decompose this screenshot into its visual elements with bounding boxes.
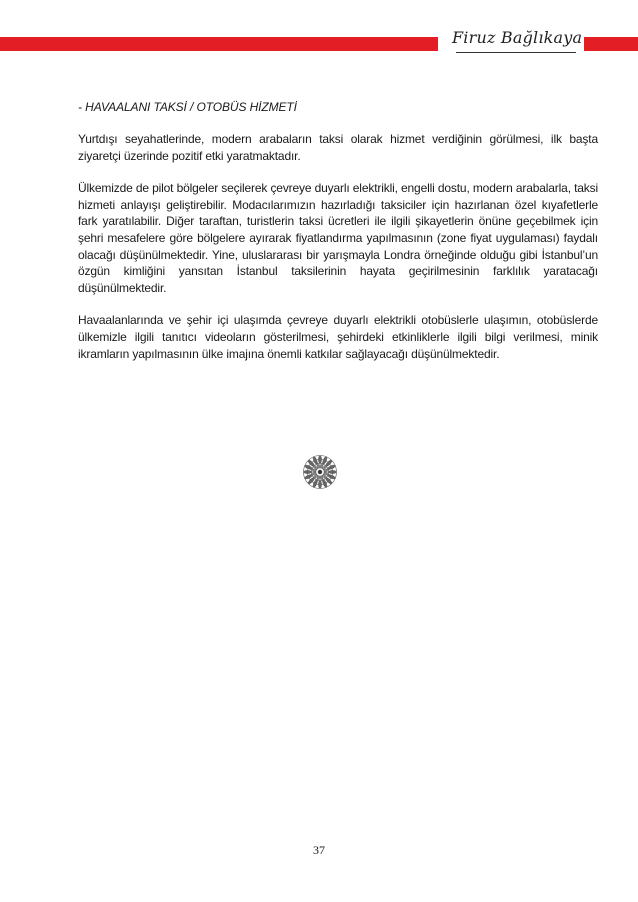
signature-underline [456,52,576,53]
ornament-petal [318,481,321,489]
page-number: 37 [313,843,325,857]
paragraph-3: Havaalanlarında ve şehir içi ulaşımda çevreye duyarlı elektrikli otobüslerle ulaşımın, otobüslerde ülkemizle ilgili tanıtıcı videoların gösterilmesi, şehirdeki etkinliklerle ilgili bilgi verilmesi, minik ikramların yapılmasının ülke imajına önemli katkılar sağlayacağı düşünülmektedir. [78,313,598,361]
ornament-petal [329,470,337,473]
ornament-petal [318,456,321,464]
signature-text: Firuz Bağlıkaya [452,28,583,47]
ornament-petal [304,470,312,473]
page-content [78,99,598,378]
paragraph-1: Yurtdışı seyahatlerinde, modern arabaların taksi olarak hizmet verdiğinin görülmesi, ilk başta ziyaretçi üzerinde pozitif etki yaratmaktadır. [78,132,598,163]
header-red-bar-left [0,37,438,51]
mandala-ornament-icon [302,454,338,490]
paragraph-2: Ülkemizde de pilot bölgeler seçilerek çevreye duyarlı elektrikli, engelli dostu, modern arabalarla, taksi hizmeti anlayışı geliştirebilir. Modacılarımızın hazırladığı taksiciler için hazırlanan özel kıyafetlerle fark yaratılabilir. Diğer taraftan, turistlerin taksi ücretleri ile ilgili şikayetlerin önüne geçebilmek için şehri mesafelere göre bölgelere ayırarak fiyatlandırma yapılmasının (zone fiyat uygulaması) faydalı olacağı düşünülmektedir. Yine, uluslararası bir yarışmayla Londra örneğinde olduğu gibi İstanbul’un özgün kimliğini yansıtan İstanbul taksilerinin hayata geçirilmesinin farklılık yaratacağı düşünülmektedir. [78,181,598,295]
header-red-bar-right [584,37,638,51]
author-signature [452,28,583,56]
section-heading: - HAVAALANI TAKSİ / OTOBÜS HİZMETİ [78,100,297,114]
